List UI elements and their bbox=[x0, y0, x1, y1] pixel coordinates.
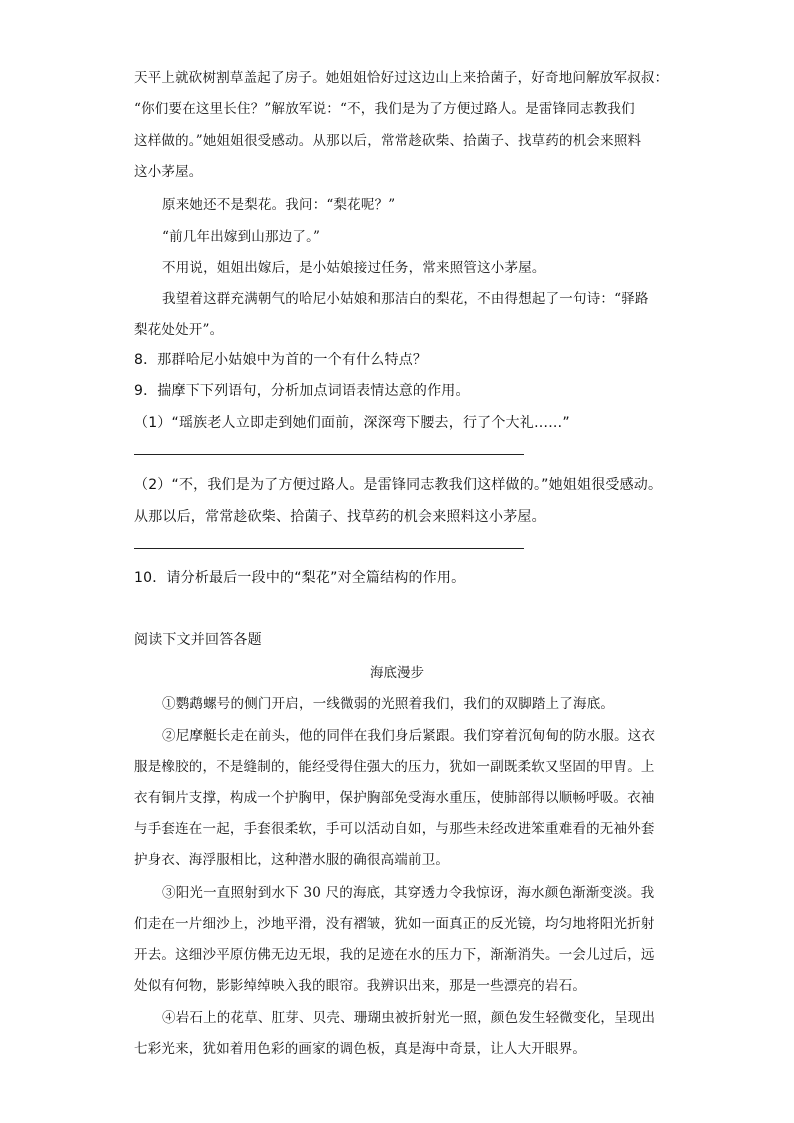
question-10: 10．请分析最后一段中的“梨花”对全篇结构的作用。 bbox=[134, 570, 466, 586]
answer-line-9-2[interactable] bbox=[134, 548, 524, 549]
question-9-1: （1）“瑶族老人立即走到她们面前，深深弯下腰去，行了个大礼……” bbox=[134, 415, 570, 431]
article-line-10: 处似有何物，影影绰绰映入我的眼帘。我辨识出来，那是一些漂亮的岩石。 bbox=[134, 978, 587, 994]
article-line-1: ①鹦鹉螺号的侧门开启，一线微弱的光照着我们，我们的双脚踏上了海底。 bbox=[162, 696, 615, 712]
question-8: 8．那群哈尼小姑娘中为首的一个有什么特点？ bbox=[134, 352, 428, 368]
question-9: 9．揣摩下下列语句，分析加点词语表情达意的作用。 bbox=[134, 383, 470, 399]
article-line-6: 护身衣、海浮服相比，这种潜水服的确很高端前卫。 bbox=[134, 852, 450, 868]
passage1-line-6: “前几年出嫁到山那边了。” bbox=[162, 229, 321, 245]
question-9-2-line-1: （2）“不，我们是为了方便过路人。是雷锋同志教我们这样做的。”她姐姐很受感动。 bbox=[134, 477, 663, 493]
article-line-3: 服是橡胶的，不是缝制的，能经受得住强大的压力，犹如一副既柔软又坚固的甲胄。上 bbox=[134, 759, 655, 775]
passage1-line-4: 这小茅屋。 bbox=[134, 164, 203, 180]
article-line-7: ③阳光一直照射到水下 30 尺的海底，其穿透力令我惊讶，海水颜色渐渐变淡。我 bbox=[162, 885, 655, 901]
passage1-line-1: 天平上就砍树割草盖起了房子。她姐姐恰好过这边山上来拾菌子，好奇地问解放军叔叔： bbox=[134, 70, 669, 86]
passage1-line-3: 这样做的。”她姐姐很受感动。从那以后，常常趁砍柴、拾菌子、找草药的机会来照料 bbox=[134, 133, 642, 149]
passage1-line-8: 我望着这群充满朝气的哈尼小姑娘和那洁白的梨花，不由得想起了一句诗：“驿路 bbox=[162, 291, 649, 307]
article-line-2: ②尼摩艇长走在前头，他的同伴在我们身后紧跟。我们穿着沉甸甸的防水服。这衣 bbox=[162, 728, 656, 744]
passage1-line-2: “你们要在这里长住？”解放军说：“不，我们是为了方便过路人。是雷锋同志教我们 bbox=[134, 101, 635, 117]
passage1-line-7: 不用说，姐姐出嫁后，是小姑娘接过任务，常来照管这小茅屋。 bbox=[162, 260, 546, 276]
question-9-2-line-2: 从那以后，常常趁砍柴、拾菌子、找草药的机会来照料这小茅屋。 bbox=[134, 509, 546, 525]
answer-line-9-1[interactable] bbox=[134, 454, 524, 455]
section-instruction: 阅读下文并回答各题 bbox=[134, 632, 262, 648]
article-line-5: 与手套连在一起，手套很柔软，手可以活动自如，与那些未经改进笨重难看的无袖外套 bbox=[134, 821, 655, 837]
article-line-11: ④岩石上的花草、肛芽、贝壳、珊瑚虫被折射光一照，颜色发生轻微变化，呈现出 bbox=[162, 1010, 656, 1026]
article-line-9: 开去。这细沙平原仿佛无边无垠，我的足迹在水的压力下，渐渐消失。一会儿过后，远 bbox=[134, 947, 655, 963]
passage1-line-9: 梨花处处开”。 bbox=[134, 322, 224, 338]
passage1-line-5: 原来她还不是梨花。我问：“梨花呢？” bbox=[162, 197, 396, 213]
article-line-4: 衣有铜片支撑，构成一个护胸甲，保护胸部免受海水重压，使肺部得以顺畅呼吸。衣袖 bbox=[134, 790, 655, 806]
article-line-12: 七彩光来，犹如着用色彩的画家的调色板，真是海中奇景，让人大开眼界。 bbox=[134, 1041, 587, 1057]
article-line-8: 们走在一片细沙上，沙地平滑，没有褶皱，犹如一面真正的反光镜，均匀地将阳光折射 bbox=[134, 916, 655, 932]
article-title: 海底漫步 bbox=[370, 665, 424, 681]
